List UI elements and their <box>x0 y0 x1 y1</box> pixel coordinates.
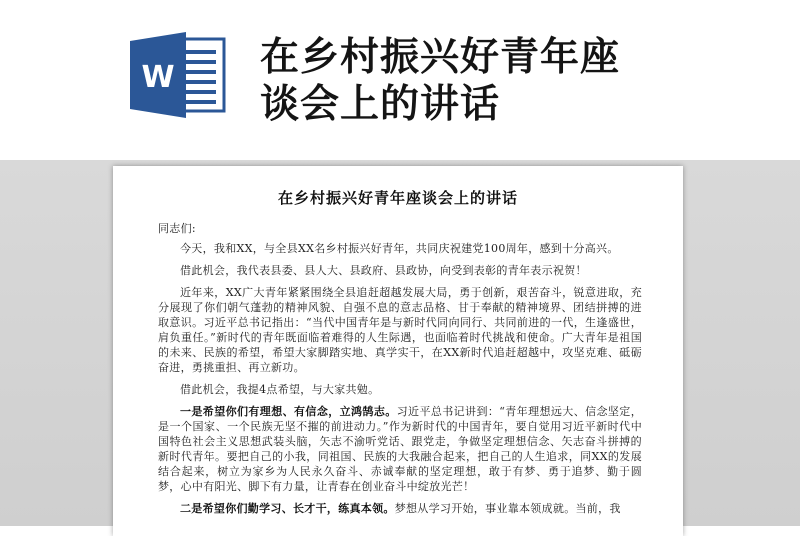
page-title-line-1: 在乡村振兴好青年座 <box>260 35 621 80</box>
paragraph-1: 今天，我和XX，与全县XX名乡村振兴好青年，共同庆祝建党100周年，感到十分高兴。 <box>180 242 619 255</box>
paragraph-6 <box>158 501 642 516</box>
paragraph-6-lead: 二是希望你们勤学习、长才干，练真本领。 <box>180 502 395 515</box>
paragraph-6-text: 梦想从学习开始，事业靠本领成就。当前，我 <box>394 502 621 515</box>
paragraph-5-text: 习近平总书记讲到：“青年理想远大、信念坚定，是一个国家、一个民族无坚不摧的前进动力。”作为新时代的中国青年，要自觉用习近平新时代中国特色社会主义思想武装头脑，矢志不渝听党话、跟党走，争做坚定理想信念、矢志奋斗拼搏的新时代青年。要把自己的小我，同祖国、民族的大我融合起来，把自己的人生追求，同XX的发展结合起来，树立为家乡为人民永久奋斗、赤诚奉献的坚定理想，敢于有梦、勇于追梦、勤于圆梦，心中有阳光、脚下有力量，让青春在创业奋斗中绽放光芒！ <box>158 405 642 493</box>
page-title <box>260 34 780 128</box>
document-page <box>113 166 683 536</box>
document-title: 在乡村振兴好青年座谈会上的讲话 <box>277 189 518 207</box>
page-title-line-2: 谈会上的讲话 <box>260 82 501 127</box>
document-body <box>158 221 642 523</box>
paragraph-2: 借此机会，我代表县委、县人大、县政府、县政协，向受到表彰的青年表示祝贺！ <box>180 264 587 277</box>
svg-text:W: W <box>141 60 175 95</box>
paragraph-5 <box>158 404 642 494</box>
paragraph-3: 近年来，XX广大青年紧紧围绕全县追赶超越发展大局，勇于创新，艰苦奋斗，锐意进取，充分展现了你们朝气蓬勃的精神风貌、自强不息的意志品格、甘于奉献的精神境界、团结拼搏的进取意识。习近平总书记指出：“当代中国青年是与新时代同向同行、共同前进的一代，生逢盛世，肩负重任。”新时代的青年既面临着难得的人生际遇，也面临着时代挑战和使命。广大青年是祖国的未来、民族的希望，希望大家脚踏实地、真学实干，在XX新时代追赶超越中，攻坚克难、砥砺奋进，勇挑重担、再立新功。 <box>158 286 642 374</box>
paragraph-4: 借此机会，我提4点希望，与大家共勉。 <box>180 383 380 396</box>
salutation: 同志们: <box>158 222 196 235</box>
paragraph-5-lead: 一是希望你们有理想、有信念，立鸿鹄志。 <box>180 405 397 418</box>
word-document-icon <box>128 32 228 118</box>
page-header <box>0 0 800 165</box>
